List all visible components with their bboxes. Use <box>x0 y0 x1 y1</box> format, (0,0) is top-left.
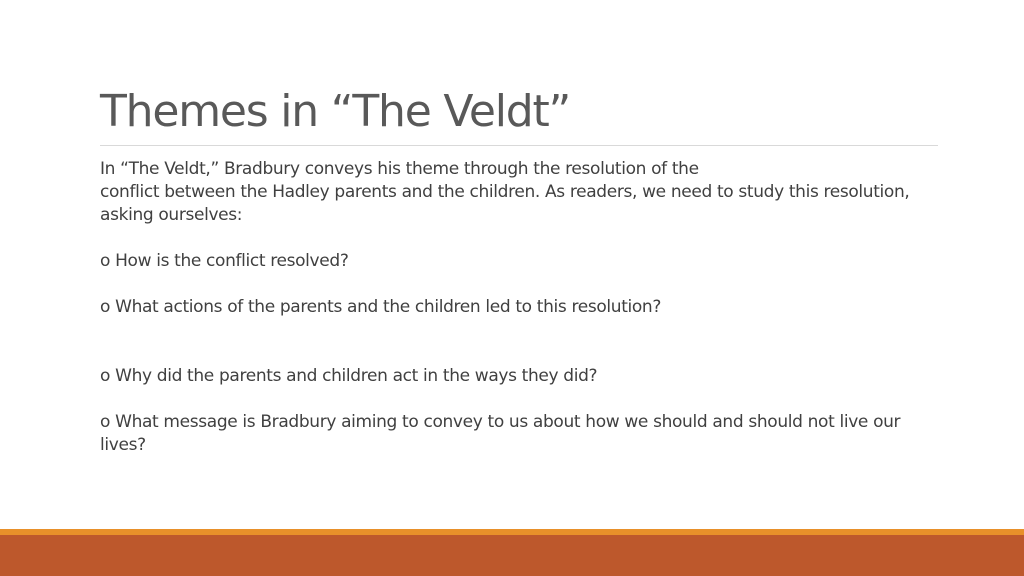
bullet-item: o Why did the parents and children act in the ways they did? <box>100 366 598 386</box>
bullet-item: o How is the conflict resolved? <box>100 251 349 271</box>
footer-bar <box>0 535 1024 576</box>
slide-body <box>100 158 920 480</box>
bullet-item: o What message is Bradbury aiming to convey to us about how we should and should not live our lives? <box>100 412 901 455</box>
intro-paragraph <box>100 158 920 227</box>
intro-line-1: In “The Veldt,” Bradbury conveys his theme through the resolution of the <box>100 159 699 179</box>
slide-title: Themes in “The Veldt” <box>100 86 571 137</box>
title-divider <box>100 145 938 146</box>
bullet-item: o What actions of the parents and the children led to this resolution? <box>100 297 662 317</box>
intro-line-2: conflict between the Hadley parents and the children. As readers, we need to study this resolution, asking ourselves: <box>100 182 910 225</box>
